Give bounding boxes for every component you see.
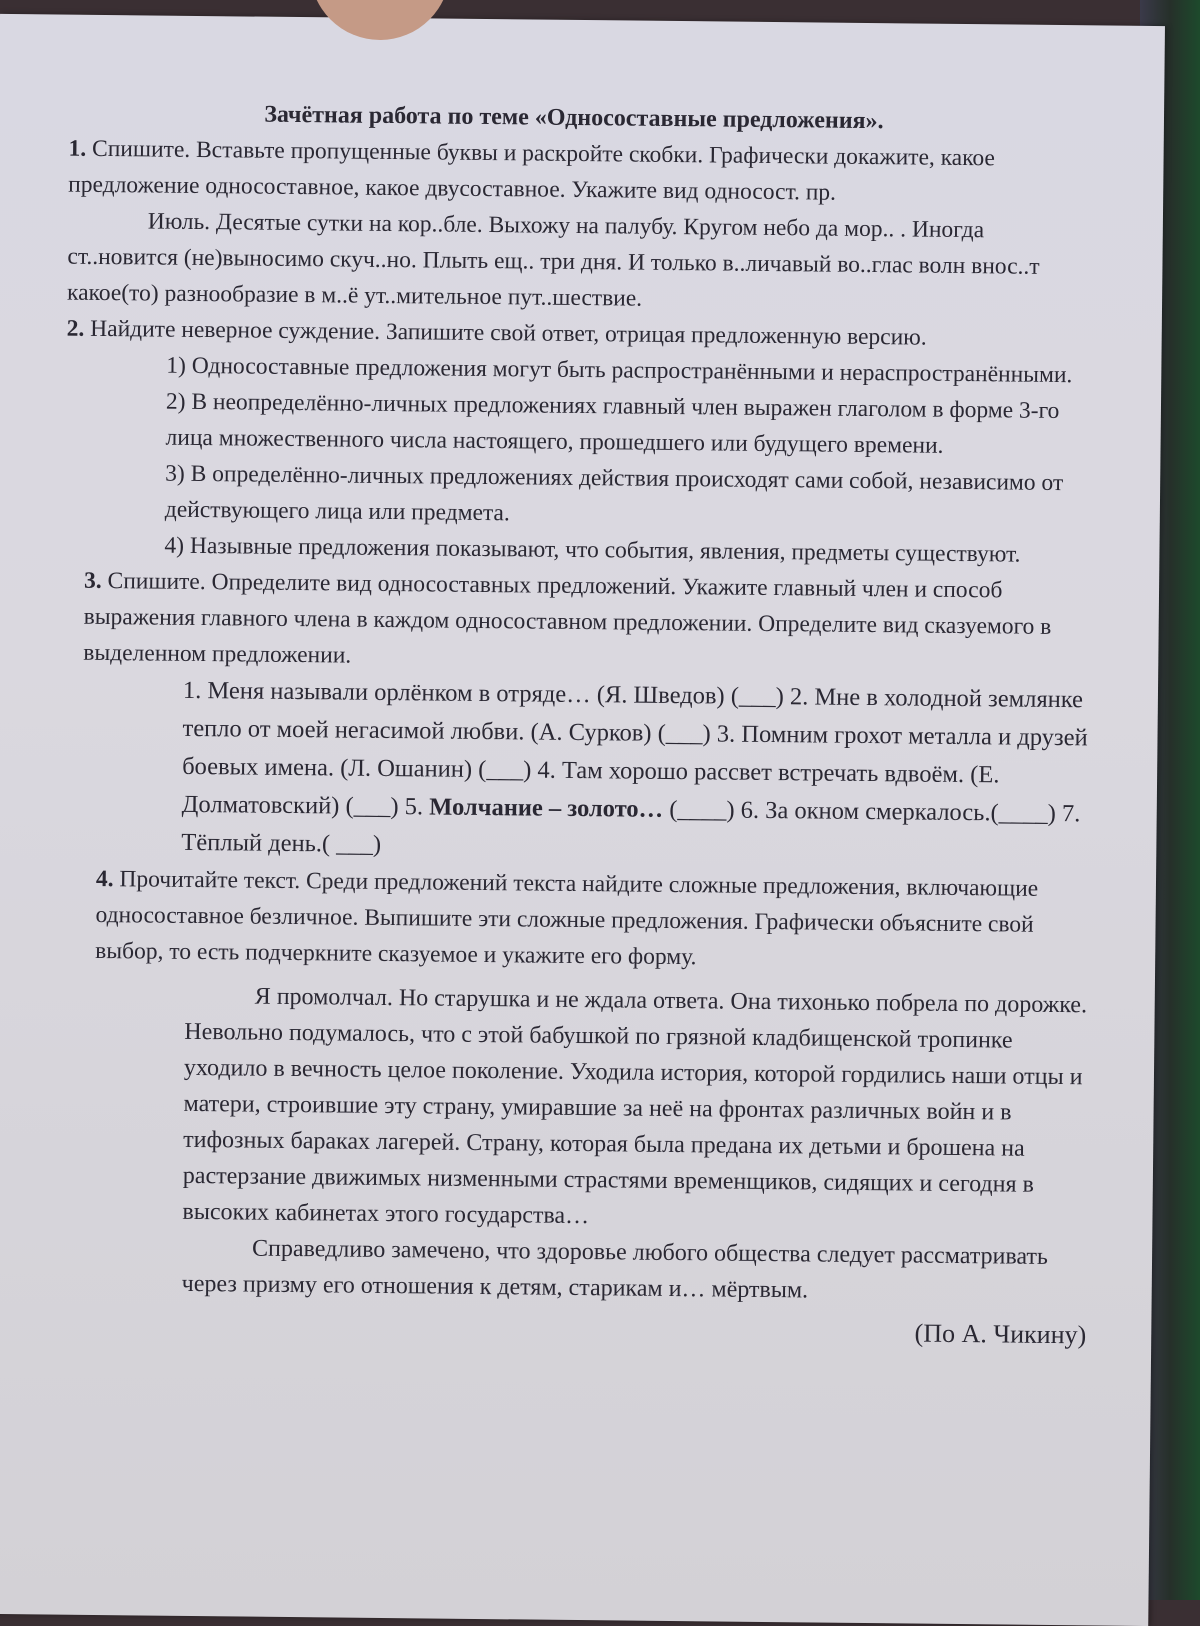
task-2-option-3: 3) В определённо-личных предложениях действия происходят сами собой, независимо от действующего лица или предмета. (164, 460, 1064, 527)
task-2 (64, 311, 1097, 574)
task-1 (67, 131, 1099, 322)
task-1-instruction-text: Спишите. Вставьте пропущенные буквы и раскройте скобки. Графически докажите, какое предложение односоставное, какое двусоставное. Укажите вид односост. пр. (68, 135, 996, 206)
task-2-option-4: 4) Назывные предложения показывают, что события, явления, предметы существуют. (164, 532, 1021, 568)
paper-sheet (0, 14, 1165, 1626)
task-3-instruction (83, 563, 1094, 682)
task-4-instruction-text: Прочитайте текст. Среди предложений текста найдите сложные предложения, включающие односоставное безличное. Выпишите эти сложные предложения. Графически объясните свой выбор, то есть подчеркните сказуемое и укажите его форму. (95, 866, 1039, 971)
task-3-sentences (181, 672, 1093, 872)
task-4-instruction (95, 861, 1091, 979)
task-3-sentences-b: (____) (669, 795, 735, 824)
task-4-text (181, 978, 1090, 1353)
task-1-text: Июль. Десятые сутки на кор..бле. Выхожу на палубу. Кругом небо да мор.. . Иногда ст..новится (не)выносимо скуч..но. Плыть ещ.. три дня. И только в..личавый во..глас волн внос..т какое(то) разнообразие в м..ё ут..мительное пут..шествие. (66, 208, 1040, 312)
task-3-instruction-text: Спишите. Определите вид односоставных предложений. Укажите главный член и способ выражения главного члена в каждом односоставном предложении. Определите вид сказуемого в выделенном предложении. (83, 568, 1052, 669)
task-2-number: 2. (66, 315, 85, 342)
task-3-sentences-c: 6. За окном смеркалось.(____) 7. Тёплый день.( ___) (181, 796, 1081, 858)
task-3-sentences-line (181, 672, 1093, 872)
worksheet-content (56, 95, 1099, 1354)
task-4-attribution: (По А. Чикину) (914, 1318, 1087, 1350)
worksheet-title: Зачётная работа по теме «Односоставные предложения». (264, 101, 884, 135)
task-3-bold-sentence: Молчание – золото… (429, 793, 664, 823)
task-3-sentences-a: 1. Меня называли орлёнком в отряде… (Я. Шведов) (___) 2. Мне в холодной землянке тепло от моей негасимой любви. (А. Сурков) (___) 3. Помним грохот металла и друзей боевых имена. (Л. Ошанин) (___) 4. Там хорошо рассвет встречать вдвоём. (Е. Долматовский) (___) 5. (181, 676, 1088, 821)
task-4-paragraph-2: Справедливо замечено, что здоровье любого общества следует рассматривать через призму его отношения к детям, старикам и… мёртвым. (181, 1235, 1049, 1304)
task-4-number: 4. (95, 865, 114, 893)
task-4-paragraph-1: Я промолчал. Но старушка и не ждала ответа. Она тихонько побрела по дорожке. Невольно подумалось, что с этой бабушкой по грязной кладбищенской тропинке уходило в вечность целое поколение. Уходила история, которой гордились наши отцы и матери, строившие эту страну, умиравшие за неё на фронтах различных войн и в тифозных бараках лагерей. Страну, которая была предана их детьми и брошена на растерзание движимых низменными страстями временщиков, сидящих и сегодня в высоких кабинетах этого государства… (182, 983, 1088, 1230)
task-3-number: 3. (83, 567, 102, 594)
task-1-number: 1. (68, 135, 87, 162)
task-1-instruction (68, 131, 1099, 214)
task-2-options (164, 348, 1096, 574)
task-2-instruction-text: Найдите неверное суждение. Запишите свой ответ, отрицая предложенную версию. (90, 315, 927, 351)
task-3 (81, 563, 1094, 872)
task-2-option-2: 2) В неопределённо-личных предложениях главный член выражен глаголом в форме 3-го лица множественного числа настоящего, прошедшего или будущего времени. (165, 388, 1060, 459)
task-4 (91, 861, 1091, 1353)
task-2-option-1: 1) Односоставные предложения могут быть распространёнными и нераспространёнными. (166, 352, 1073, 389)
